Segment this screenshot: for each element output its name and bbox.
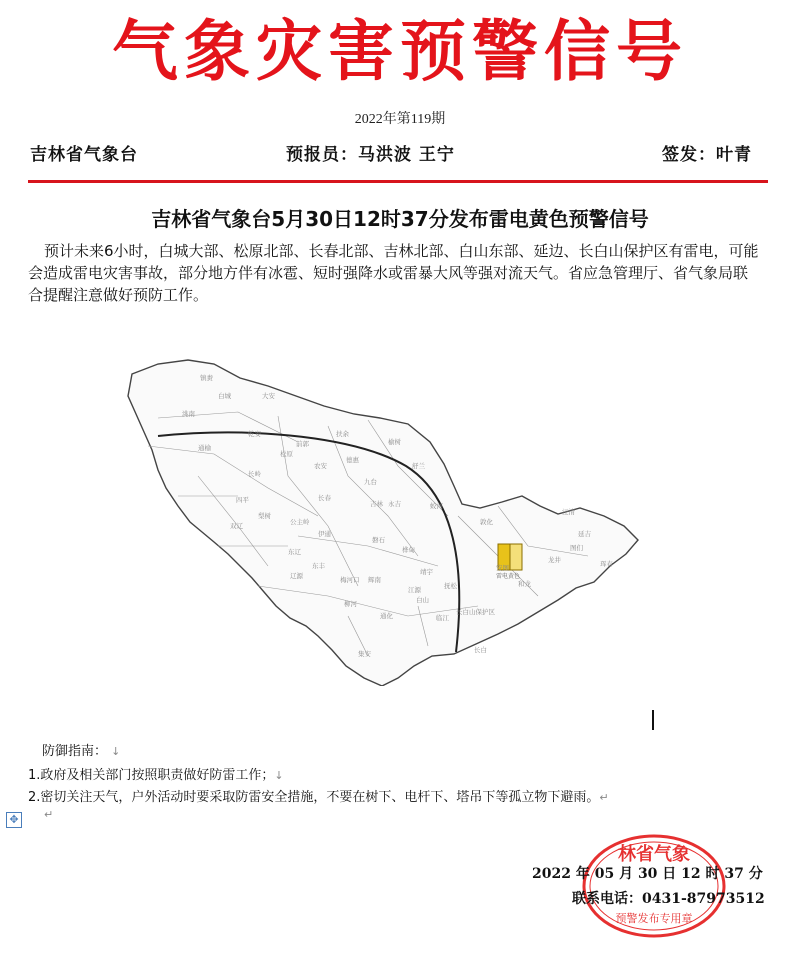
jilin-map — [118, 356, 658, 686]
place-label: 梨树 — [258, 512, 271, 520]
place-label: 长白 — [474, 646, 487, 654]
place-label: 松原 — [280, 450, 293, 458]
red-divider — [28, 180, 768, 183]
place-label: 珲春 — [600, 560, 613, 568]
place-label: 东辽 — [288, 548, 301, 556]
place-label: 图们 — [570, 544, 583, 552]
place-label: 安图 — [496, 564, 509, 572]
place-label: 伊通 — [318, 530, 331, 538]
place-label: 榆树 — [388, 438, 401, 446]
place-label: 江源 — [408, 586, 421, 594]
bulletin-title: 吉林省气象台5月30日12时37分发布雷电黄色预警信号 — [151, 207, 649, 231]
defense-item-2: 2.密切关注天气，户外活动时要采取防雷安全措施，不要在树下、电杆下、塔吊下等孤立物下避雨。↵ — [28, 790, 609, 805]
place-label: 延吉 — [578, 530, 591, 538]
place-label: 集安 — [358, 650, 371, 658]
place-label: 德惠 — [346, 456, 359, 464]
place-label: 辽源 — [290, 572, 303, 580]
table-move-handle[interactable]: ✥ — [6, 812, 22, 828]
place-label: 永吉 — [388, 500, 401, 508]
place-label: 白城 — [218, 392, 231, 400]
place-label: 蛟河 — [430, 502, 443, 510]
place-label: 通榆 — [198, 444, 211, 452]
place-label: 汪清 — [562, 508, 575, 516]
defense-title: 防御指南： ↓ — [42, 744, 121, 759]
place-label: 桦甸 — [402, 546, 415, 554]
place-label: 柳河 — [344, 600, 357, 608]
place-label: 临江 — [436, 614, 449, 622]
signer-line: 签发：叶青 — [662, 145, 752, 165]
place-label: 白山 — [416, 596, 429, 604]
place-label: 辉南 — [368, 576, 381, 584]
place-label: 吉林 — [370, 500, 383, 508]
seal-top-text: 林省气象 — [618, 844, 690, 865]
province-outline — [128, 360, 638, 686]
place-label: 和龙 — [518, 580, 531, 588]
place-label: 九台 — [364, 478, 377, 486]
place-label: 农安 — [314, 462, 327, 470]
place-label: 长春 — [318, 494, 331, 502]
place-label: 公主岭 — [290, 518, 310, 526]
defense-item-1: 1.政府及相关部门按照职责做好防雷工作；↓ — [28, 768, 284, 783]
place-label: 靖宇 — [420, 568, 433, 576]
place-label: 龙井 — [548, 556, 561, 564]
place-label: 舒兰 — [412, 462, 425, 470]
place-label: 通化 — [380, 612, 393, 620]
place-label: 梅河口 — [340, 576, 360, 584]
place-label: 长白山保护区 — [456, 608, 495, 616]
paragraph-mark: ↵ — [44, 808, 54, 821]
place-label: 四平 — [236, 496, 249, 504]
contact-phone: 联系电话：0431-87973512 — [572, 891, 765, 907]
place-label: 前郭 — [296, 440, 309, 448]
place-label: 乾安 — [248, 430, 261, 438]
warning-icon-shade — [510, 544, 522, 570]
place-label: 洮南 — [182, 410, 195, 418]
place-label: 敦化 — [480, 518, 493, 526]
bulletin-body: 预计未来6小时，白城大部、松原北部、长春北部、吉林北部、白山东部、延边、长白山保护区有雷电，可能会造成雷电灾害事故，部分地方伴有冰雹、短时强降水或雷暴大风等强对流天气。省应急管理厅、省气象局联合提醒注意做好预防工作。 — [28, 242, 759, 304]
place-label: 磐石 — [372, 536, 385, 544]
official-seal — [578, 830, 730, 942]
issue-datetime: 2022 年 05 月 30 日 12 时 37 分 — [532, 866, 763, 882]
agency-name: 吉林省气象台 — [30, 145, 138, 165]
place-label: 扶余 — [336, 430, 349, 438]
forecaster-line: 预报员：马洪波 王宁 — [286, 145, 455, 165]
seal-bottom-text: 预警发布专用章 — [615, 912, 693, 925]
issue-number: 2022年第119期 — [354, 112, 446, 127]
warning-icon-label: 雷电黄色 — [495, 573, 521, 580]
place-label: 镇赉 — [200, 374, 213, 382]
place-label: 长岭 — [248, 470, 261, 478]
place-label: 双辽 — [230, 522, 243, 530]
place-label: 大安 — [262, 392, 275, 400]
text-cursor — [652, 710, 654, 730]
place-label: 抚松 — [444, 582, 457, 590]
place-label: 东丰 — [312, 562, 325, 570]
banner-title: 气象灾害预警信号 — [112, 12, 688, 90]
